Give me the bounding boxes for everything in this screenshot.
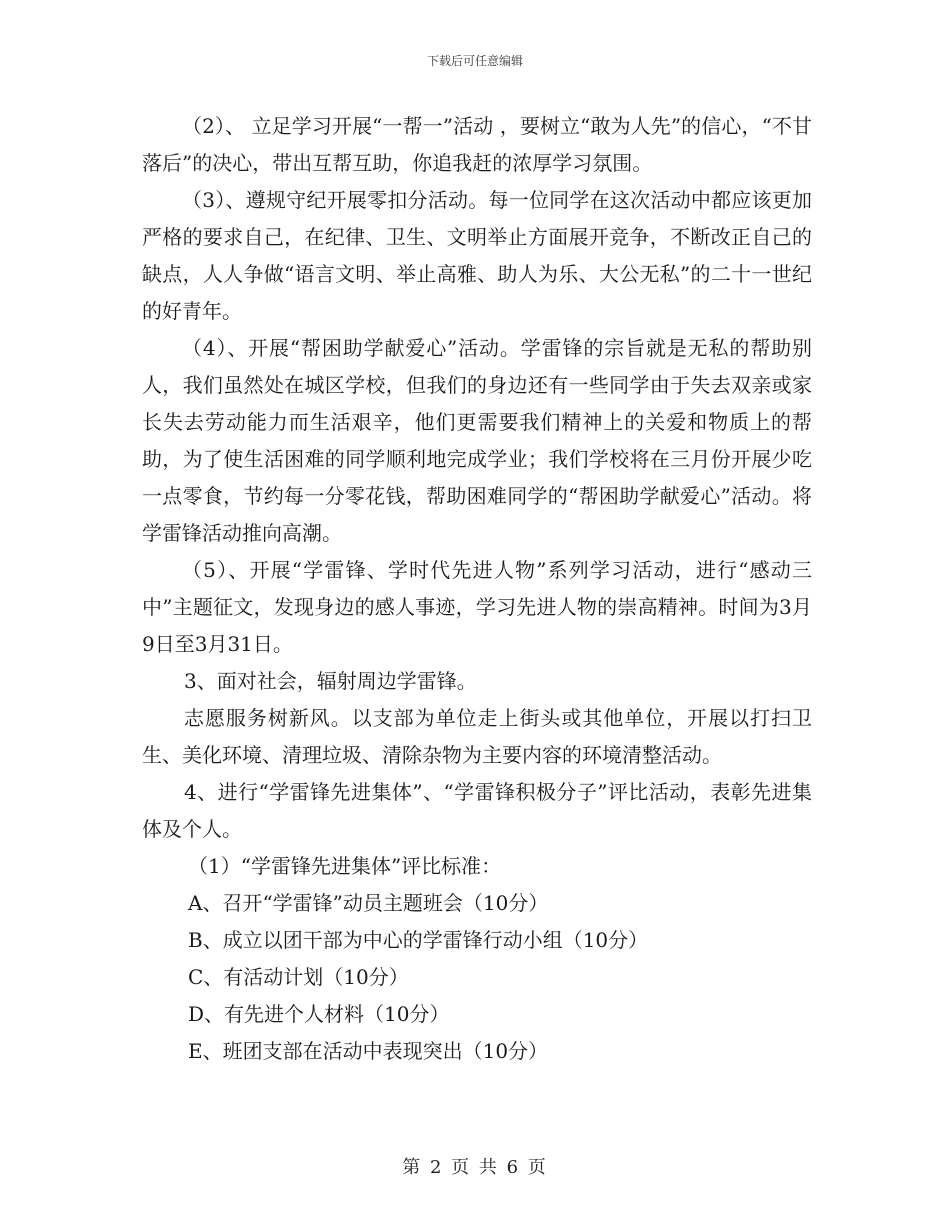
criteria-item-c: C、有活动计划（10分）: [188, 965, 409, 989]
paragraph-item-2: （2）、 立足学习开展“一帮一”活动 ，要树立“敢为人先”的信心，“不甘落后”的决心，带出互帮互助，你追我赶的浓厚学习氛围。: [142, 114, 812, 175]
criteria-item-e: E、班团支部在活动中表现突出（10分）: [188, 1039, 549, 1063]
paragraph-volunteer: 志愿服务树新风。以支部为单位走上街头或其他单位，开展以打扫卫生、美化环境、清理垃圾、清除杂物为主要内容的环境清整活动。: [142, 706, 812, 767]
page-header: 下载后可任意编辑: [426, 54, 523, 68]
paragraph-item-4: （4）、开展“帮困助学献爱心”活动。学雷锋的宗旨就是无私的帮助别人，我们虽然处在城区学校，但我们的身边还有一些同学由于失去双亲或家长失去劳动能力而生活艰辛，他们更需要我们精神上的关爱和物质上的帮助，为了使生活困难的同学顺利地完成学业；我们学校将在三月份开展少吃一点零食，节约每一分零花钱，帮助困难同学的“帮困助学献爱心”活动。将学雷锋活动推向高潮。: [142, 336, 812, 545]
document-body: [142, 108, 812, 1070]
page-footer: 第 2 页 共 6 页: [402, 1157, 548, 1178]
criteria-title: （1）“学雷锋先进集体”评比标准：: [188, 854, 502, 878]
criteria-item-b: B、成立以团干部为中心的学雷锋行动小组（10分）: [188, 928, 649, 952]
section-heading-3: 3、面对社会，辐射周边学雷锋。: [184, 669, 477, 693]
paragraph-item-5: （5）、开展“学雷锋、学时代先进人物”系列学习活动，进行“感动三中”主题征文，发现身边的感人事迹，学习先进人物的崇高精神。时间为3月9日至3月31日。: [142, 558, 812, 656]
section-heading-4: 4、进行“学雷锋先进集体”、“学雷锋积极分子”评比活动，表彰先进集体及个人。: [142, 780, 812, 841]
paragraph-item-3: （3）、遵规守纪开展零扣分活动。每一位同学在这次活动中都应该更加严格的要求自己，在纪律、卫生、文明举止方面展开竞争，不断改正自己的缺点，人人争做“语言文明、举止高雅、助人为乐、大公无私”的二十一世纪的好青年。: [142, 188, 812, 323]
criteria-item-a: A、召开“学雷锋”动员主题班会（10分）: [188, 891, 549, 915]
criteria-item-d: D、有先进个人材料（10分）: [188, 1002, 450, 1026]
